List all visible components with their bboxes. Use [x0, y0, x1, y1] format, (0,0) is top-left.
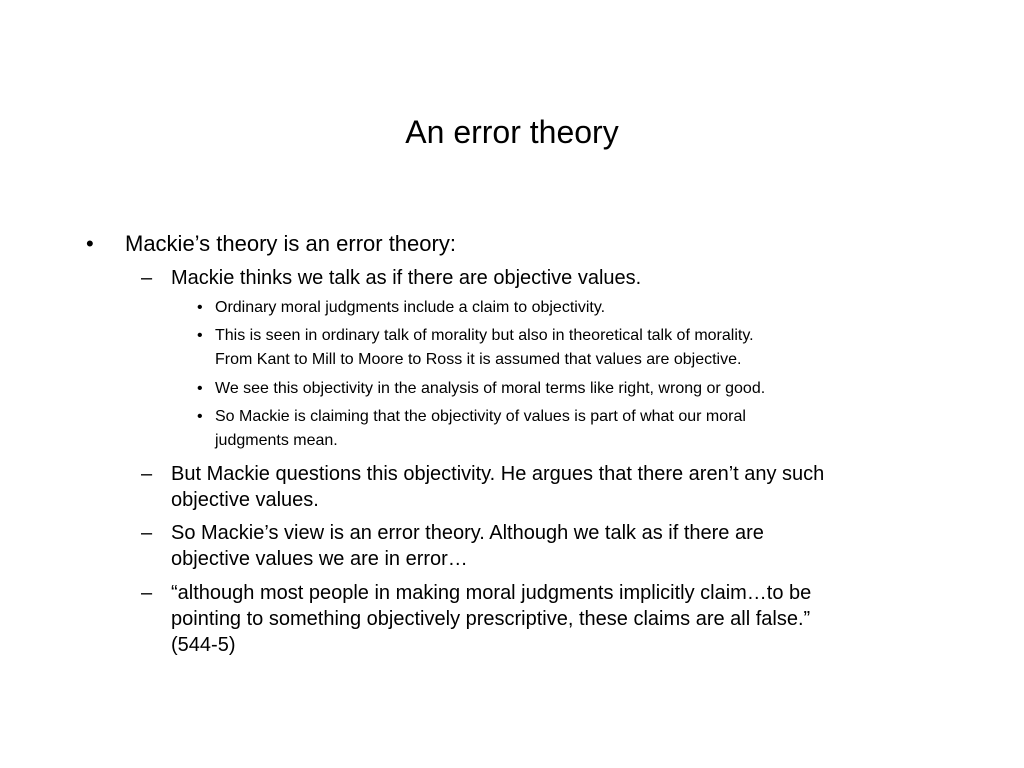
list-item-line: This is seen in ordinary talk of morality but also in theoretical talk of morality.: [215, 327, 754, 344]
list-item-text: [171, 580, 941, 658]
slide-title: An error theory: [405, 114, 619, 150]
list-item-text: Ordinary moral judgments include a claim to objectivity.: [215, 299, 606, 316]
bullet-marker: •: [197, 408, 203, 425]
list-item-text: [171, 461, 941, 513]
list-item-text: Mackie thinks we talk as if there are objective values.: [171, 267, 642, 289]
dash-marker: –: [141, 463, 153, 485]
list-item-line: So Mackie is claiming that the objectivity of values is part of what our moral: [215, 408, 746, 425]
dash-marker: –: [141, 267, 153, 289]
list-item-line: pointing to something objectively prescriptive, these claims are all false.”: [171, 608, 811, 630]
dash-marker: –: [141, 522, 153, 544]
list-item-line: “although most people in making moral judgments implicitly claim…to be: [171, 582, 812, 604]
list-item-line: objective values we are in error…: [171, 548, 468, 570]
list-item-line: From Kant to Mill to Moore to Ross it is assumed that values are objective.: [215, 351, 742, 368]
list-item-line: judgments mean.: [215, 432, 338, 449]
bullet-marker: •: [197, 299, 203, 316]
list-item-line: (544-5): [171, 634, 236, 656]
list-item-line: So Mackie’s view is an error theory. Although we talk as if there are: [171, 522, 764, 544]
list-item-text: Mackie’s theory is an error theory:: [125, 231, 456, 256]
list-item-line: objective values.: [171, 489, 319, 511]
bullet-marker: •: [86, 231, 94, 256]
list-item-text: [215, 405, 905, 453]
bullet-marker: •: [197, 327, 203, 344]
list-item-text: [171, 520, 941, 572]
list-item-text: We see this objectivity in the analysis of moral terms like right, wrong or good.: [215, 380, 766, 397]
list-item-line: But Mackie questions this objectivity. He argues that there aren’t any such: [171, 463, 825, 485]
list-item-text: [215, 324, 905, 372]
dash-marker: –: [141, 582, 153, 604]
bullet-marker: •: [197, 380, 203, 397]
